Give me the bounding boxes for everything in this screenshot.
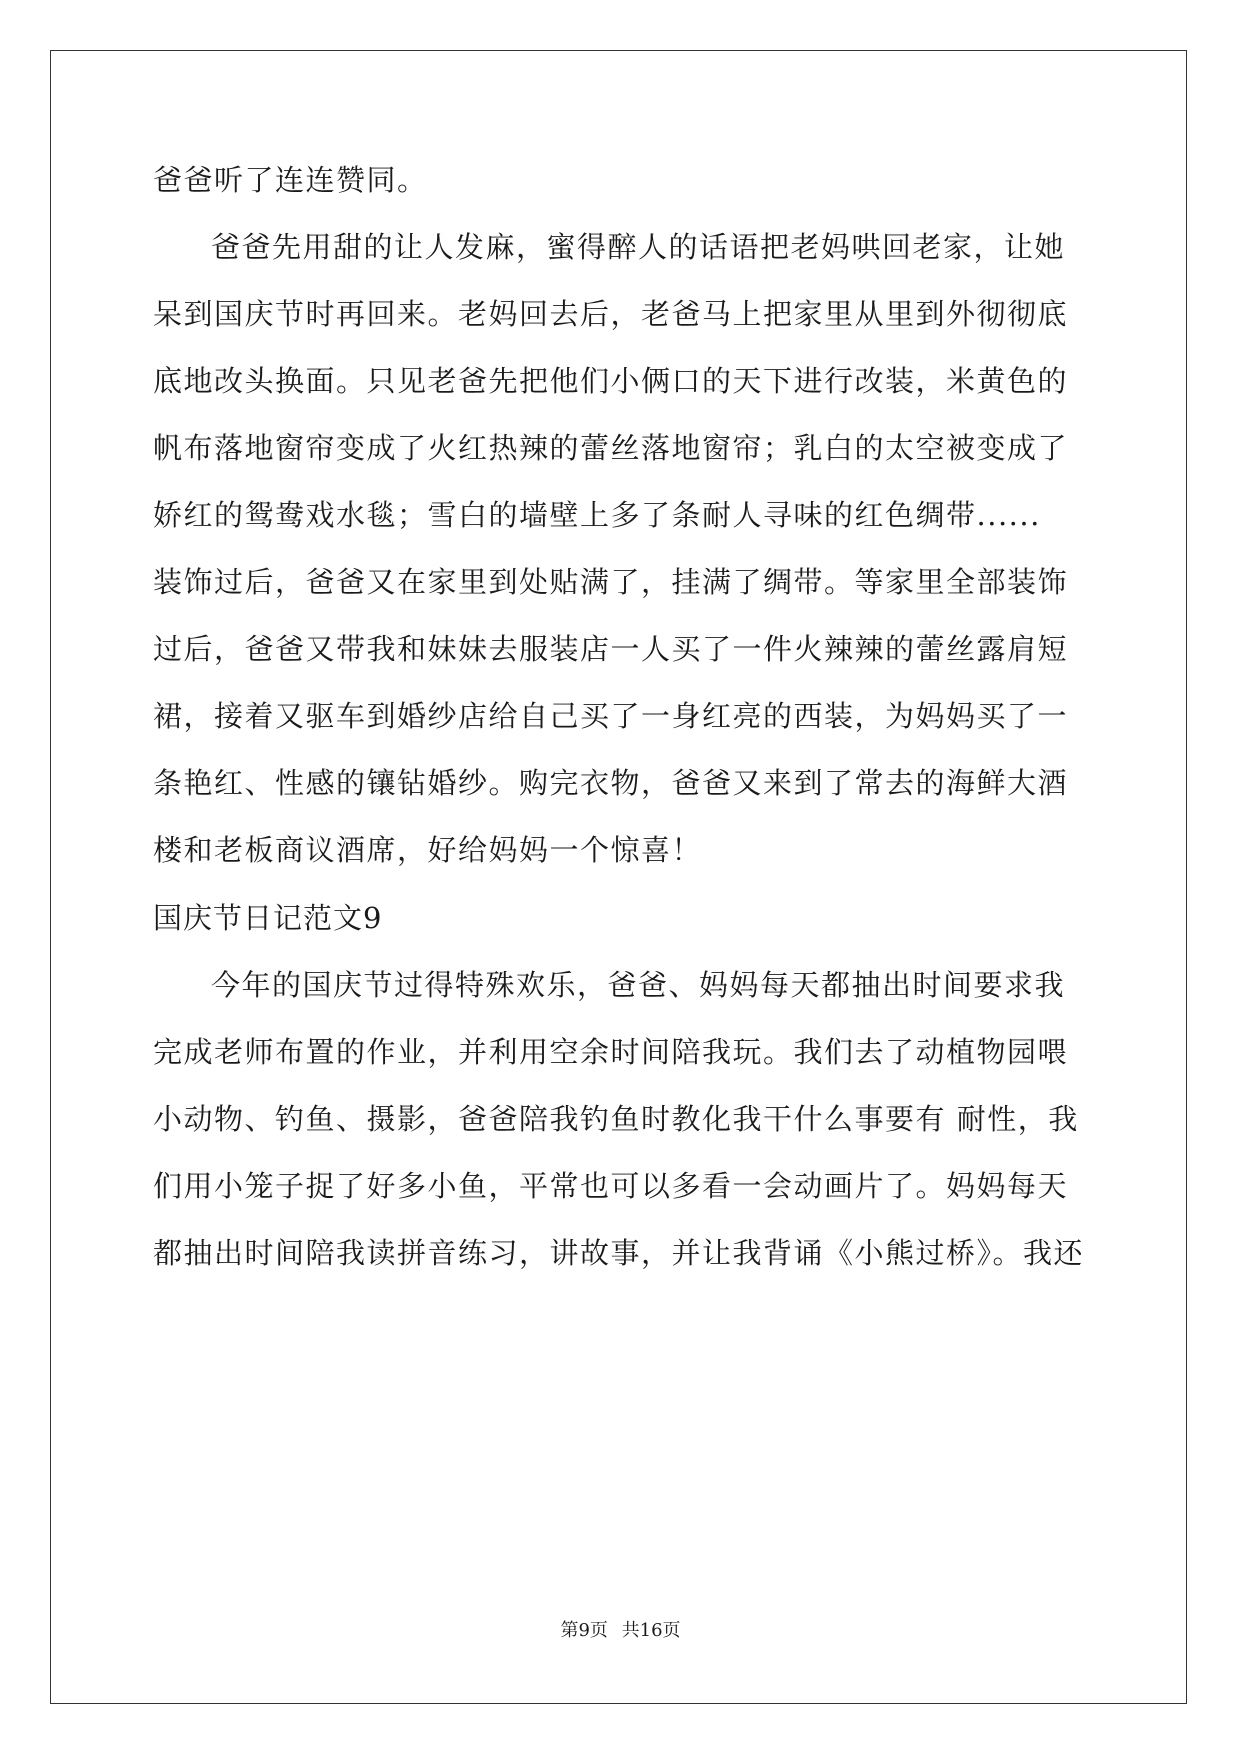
page-total: 共16页 — [621, 1620, 681, 1641]
text-line: 底地改头换面。只见老爸先把他们小俩口的天下进行改装，米黄色的 — [153, 364, 1069, 398]
text-line: 装饰过后，爸爸又在家里到处贴满了，挂满了绸带。等家里全部装饰 — [153, 565, 1069, 599]
page-footer — [0, 1619, 1241, 1643]
paragraph-first-line: 爸爸先用甜的让人发麻，蜜得醉人的话语把老妈哄回老家，让她 — [211, 230, 1066, 264]
text-line: 娇红的鸳鸯戏水毯；雪白的墙壁上多了条耐人寻味的红色绸带...... — [153, 498, 1041, 532]
section-heading: 国庆节日记范文9 — [153, 901, 383, 935]
paragraph-first-line: 今年的国庆节过得特殊欢乐，爸爸、妈妈每天都抽出时间要求我 — [211, 968, 1066, 1002]
text-line: 完成老师布置的作业，并利用空余时间陪我玩。我们去了动植物园喂 — [153, 1035, 1069, 1069]
text-line: 条艳红、性感的镶钻婚纱。购完衣物，爸爸又来到了常去的海鲜大酒 — [153, 766, 1069, 800]
text-line: 帆布落地窗帘变成了火红热辣的蕾丝落地窗帘；乳白的太空被变成了 — [153, 431, 1069, 465]
text-line: 呆到国庆节时再回来。老妈回去后，老爸马上把家里从里到外彻彻底 — [153, 297, 1069, 331]
text-line: 裙，接着又驱车到婚纱店给自己买了一身红亮的西装，为妈妈买了一 — [153, 699, 1069, 733]
text-line: 过后，爸爸又带我和妹妹去服装店一人买了一件火辣辣的蕾丝露肩短 — [153, 632, 1069, 666]
text-line: 都抽出时间陪我读拼音练习，讲故事，并让我背诵《小熊过桥》。我还 — [153, 1236, 1085, 1270]
text-line: 们用小笼子捉了好多小鱼，平常也可以多看一会动画片了。妈妈每天 — [153, 1169, 1069, 1203]
text-line: 楼和老板商议酒席，好给妈妈一个惊喜！ — [153, 833, 703, 867]
page-number: 第9页 — [560, 1620, 608, 1641]
text-line: 小动物、钓鱼、摄影，爸爸陪我钓鱼时教化我干什么事要有 耐性，我 — [153, 1102, 1079, 1136]
text-line: 爸爸听了连连赞同。 — [153, 163, 428, 197]
